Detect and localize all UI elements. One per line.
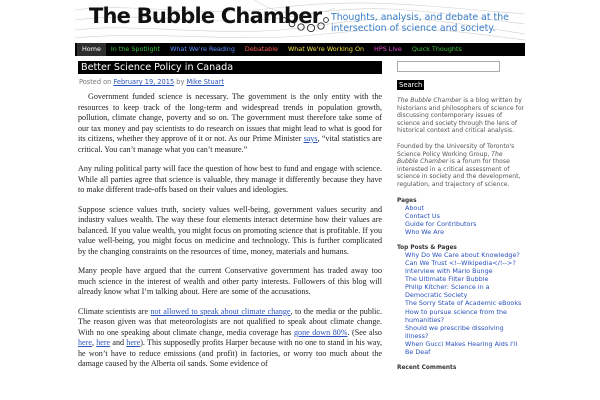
pages-list [405,204,525,236]
top-post-link[interactable]: When Gucci Makes Hearing Aids I'll Be Deaf [405,339,518,357]
here-link-2[interactable]: here [96,338,111,347]
sidebar-page-link[interactable]: Contact Us [405,211,440,220]
nav-what-were-working-on[interactable]: What We're Working On [287,45,365,53]
text: is a forum for those interested in a critical assessment of science in society and the development, regulation, and trajectory of science. [397,158,521,188]
here-link-1[interactable]: here [78,338,92,347]
text: , to the media or the public. The reason given was that meteorologists are not qualified to speak about climate change. With no one speaking about climate change, media coverage has [78,306,382,337]
blog-name: The Bubble Chamber [397,97,462,104]
sidebar-page-link[interactable]: About [405,203,424,212]
about-blurb [397,97,525,135]
post-title[interactable]: Better Science Policy in Canada [78,61,382,74]
paragraph-1 [78,92,382,155]
post-date-link[interactable]: February 19, 2015 [113,78,175,86]
paragraph-2: Any ruling political party will face the question of how best to fund and engage with science. While all parties agree that science is valuable, they manage it differently because they have to make different trade-offs based on their values and ideologies. [78,164,382,194]
text: Founded by the University of Toronto's Science Policy Working Group, [397,142,515,158]
site-tagline: Thoughts, analysis, and debate at the intersection of science and society. [331,12,509,34]
here-link-3[interactable]: here [126,338,141,347]
top-post-link[interactable]: The Ultimate Filter Bubble [405,275,489,284]
main-content [78,61,382,379]
post-author-link[interactable]: Mike Stuart [186,78,225,86]
nav-debatable[interactable]: Debatable [244,45,278,53]
nav-home[interactable]: Home [77,43,106,56]
text: Climate scientists are [78,306,151,316]
search-button[interactable]: Search [399,81,423,89]
recent-comments-widget-title: Recent Comments [397,365,457,372]
site-title[interactable]: The Bubble Chamber [89,4,322,28]
sidebar-page-link[interactable]: Guide for Contributors [405,219,477,228]
text: ). This supposedly profits Harper because with no one to stand in his way, he won’t have to reduce emissions (and profit) in factories, or worry too much about the damage caused by the Alberta oil sands. Some evidence of [78,338,382,368]
top-post-link[interactable]: Should we prescribe dissolving illness? [405,323,504,340]
not-allowed-link[interactable]: not allowed to speak about climate change [150,306,291,316]
top-posts-widget-title: Top Posts & Pages [397,244,457,251]
founded-blurb [397,143,525,189]
nav-hps-live[interactable]: HPS Live [374,45,402,53]
sidebar-page-link[interactable]: Who We Are [405,227,445,236]
gone-down-link[interactable]: gone down 80% [293,327,348,337]
paragraph-5 [78,307,382,370]
text: , [91,338,97,347]
sidebar [397,61,525,371]
text: Government funded science is necessary. The government is the only entity with the resources to keep track of the long-term and widespread trends in population growth, pollution, climate change, poverty and so on. The government must therefore take some of our tax money and pay scientists to do research on issues that might lead to what is good for its citizens, whether they approve of it or not. As our Prime Minister [78,92,382,143]
posted-on-label: Posted on [79,78,112,86]
blog-name: The Bubble Chamber [397,150,503,166]
pages-widget-title: Pages [397,197,417,204]
top-posts-list [405,251,525,356]
post-meta [78,78,382,86]
top-post-link[interactable]: Philip Kitcher: Science in a Democratic Society [405,283,490,300]
paragraph-4: Many people have argued that the current Conservative government has traded away too much science in the interest of wealth and other party interests. Followers of this blog will already know what I’m talking about. Here are some of the accusations. [78,266,382,296]
top-post-link[interactable]: How to pursue science from the humanities? [405,307,507,324]
main-nav [75,43,525,56]
post-body [78,92,382,370]
top-post-link[interactable]: Why Do We Care about Knowledge? [405,250,520,259]
says-link[interactable]: says [303,134,318,143]
top-post-link[interactable]: The Sorry State of Academic eBooks [405,299,522,308]
page [75,0,525,400]
text: , “vital statistics are critical. You can’t manage what you can’t measure.” [78,134,382,154]
nav-what-were-reading[interactable]: What We're Reading [170,45,235,53]
top-post-link[interactable]: Can We Trust <!--Wikipedia</!-->? [405,259,516,267]
text: . (See also [347,327,382,337]
site-header [75,0,525,42]
top-post-link[interactable]: Interview with Mario Bunge [405,267,493,276]
by-label: by [176,78,185,86]
paragraph-3: Suppose science values truth, society values well-being, government values security and industry values wealth. The way these four elements interact determine how their values are balanced. If you value wealth, you might focus on promoting science that is profitable. If you value well-being, you might focus on medicine and technology. This is further complicated by the changing constraints on the resources of time, money, materials and humans. [78,204,382,256]
text: is a blog written by historians and philosophers of science for discussing contemporary issues of science and society through the lens of historical context and critical analysis. [397,97,525,135]
text: and [110,338,127,347]
nav-quick-thoughts[interactable]: Quick Thoughts [411,45,462,53]
nav-in-the-spotlight[interactable]: In the Spotlight [110,45,161,53]
search-input[interactable] [397,61,500,72]
